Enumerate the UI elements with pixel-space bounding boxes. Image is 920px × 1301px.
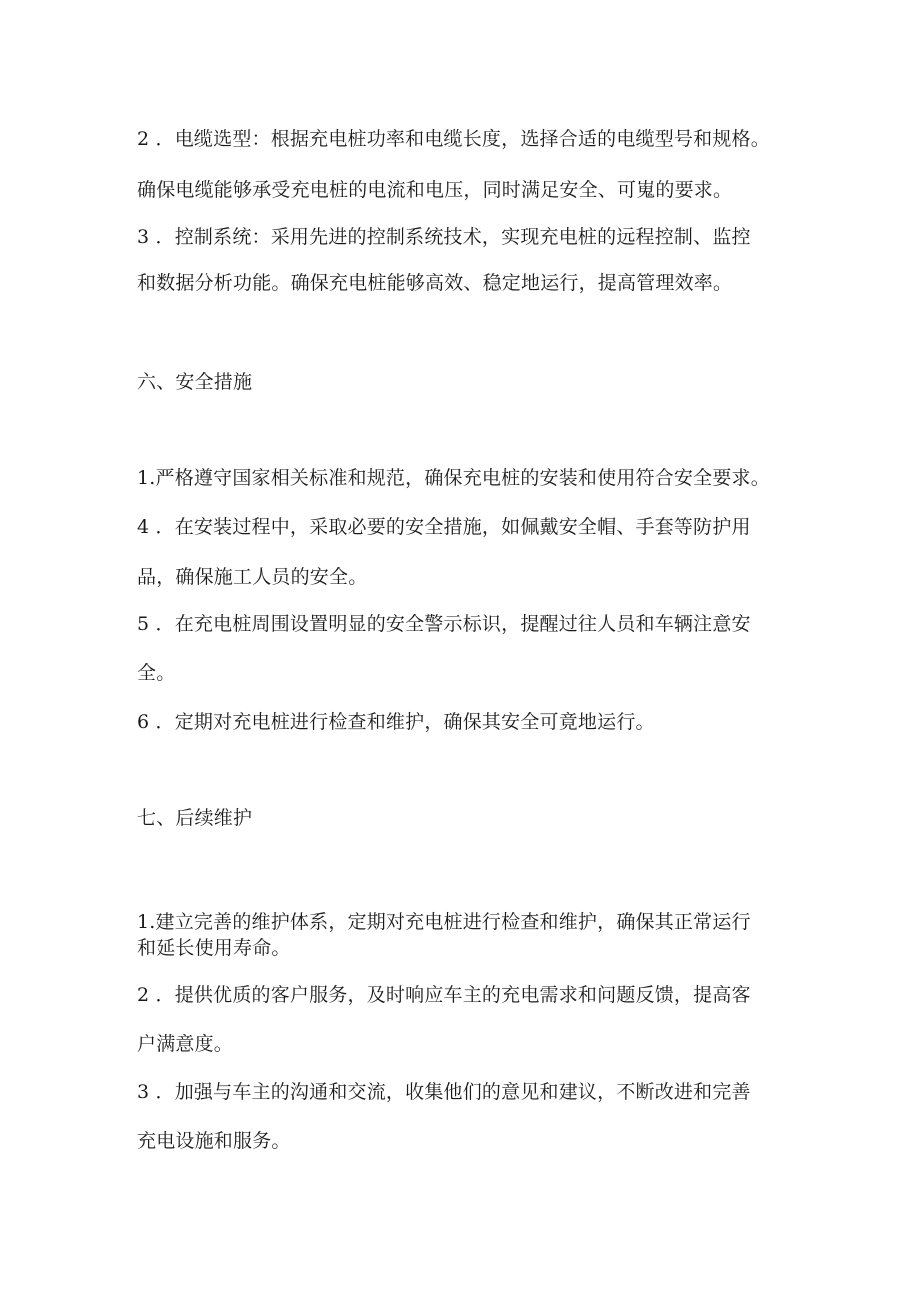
paragraph-line: 1.建立完善的维护体系，定期对充电桩进行检查和维护，确保其正常运行 <box>137 911 751 933</box>
paragraph-line: 确保电缆能够承受充电桩的电流和电压，同时满足安全、可嵬的要求。 <box>137 179 733 201</box>
section-heading: 六、安全措施 <box>137 371 253 393</box>
paragraph-line: 5 ．在充电桩周围设置明显的安全警示标识，提醒过往人员和车辆注意安 <box>137 613 751 635</box>
paragraph-line: 充电设施和服务。 <box>137 1130 291 1152</box>
paragraph-line: 6 ．定期对充电桩进行检查和维护，确保其安全可竟地运行。 <box>137 711 655 733</box>
paragraph-line: 4 ．在安装过程中，采取必要的安全措施，如佩戴安全帽、手套等防护用 <box>137 516 751 538</box>
paragraph-line: 3 ．控制系统：采用先进的控制系统技术，实现充电桩的远程控制、监控 <box>137 226 751 248</box>
paragraph-line: 户满意度。 <box>137 1033 234 1055</box>
paragraph-line: 和延长使用寿命。 <box>137 937 291 959</box>
paragraph-line: 2 ．电缆选型：根据充电桩功率和电缆长度，选择合适的电缆型号和规格。 <box>137 128 770 150</box>
paragraph-line: 和数据分析功能。确保充电桩能够高效、稳定地运行，提高管理效率。 <box>137 272 733 294</box>
section-heading: 七、后续维护 <box>137 807 253 829</box>
paragraph-line: 1.严格遵守国家相关标准和规范，确保充电桩的安装和使用符合安全要求。 <box>137 467 770 489</box>
paragraph-line: 2 ．提供优质的客户服务，及时响应车主的充电需求和问题反馈，提高客 <box>137 984 751 1006</box>
paragraph-line: 品，确保施工人员的安全。 <box>137 566 368 588</box>
paragraph-line: 3 ．加强与车主的沟通和交流，收集他们的意见和建议，不断改进和完善 <box>137 1081 751 1103</box>
paragraph-line: 全。 <box>137 662 176 684</box>
